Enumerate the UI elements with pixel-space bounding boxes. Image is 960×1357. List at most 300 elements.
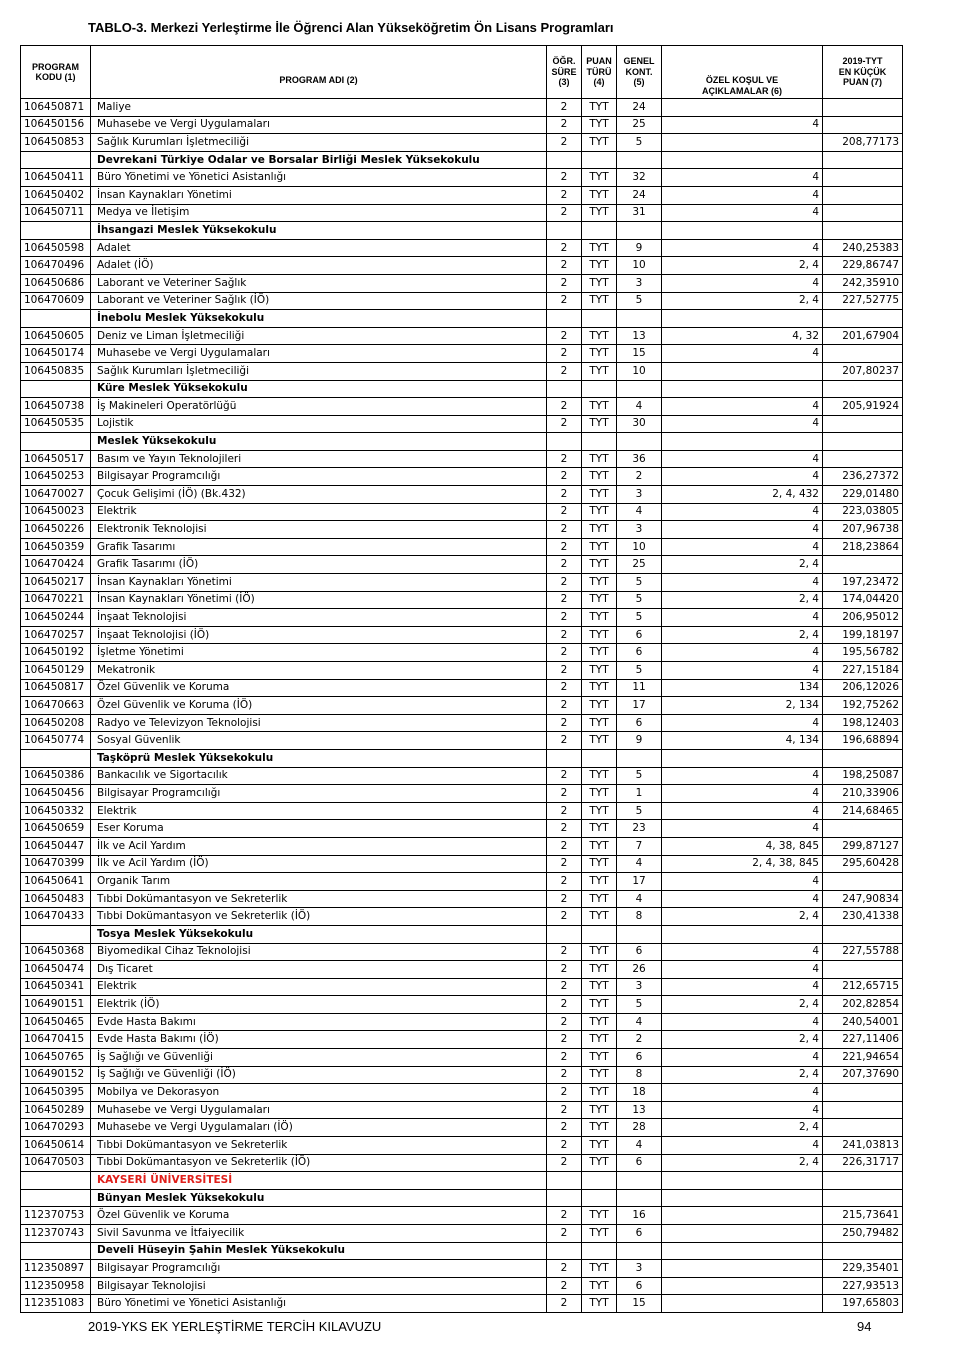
cell-tur: TYT bbox=[582, 1049, 617, 1067]
table-row bbox=[21, 820, 903, 838]
table-row bbox=[21, 890, 903, 908]
cell-puan: 240,54001 bbox=[823, 1013, 903, 1031]
cell-kosul: 4 bbox=[662, 978, 823, 996]
table-row bbox=[21, 978, 903, 996]
cell-code bbox=[21, 151, 91, 169]
cell-kont bbox=[617, 1189, 662, 1207]
cell-puan bbox=[823, 186, 903, 204]
table-row bbox=[21, 1049, 903, 1067]
cell-puan: 227,11406 bbox=[823, 1031, 903, 1049]
cell-sure bbox=[547, 433, 582, 451]
header-special-conditions bbox=[662, 46, 823, 99]
cell-kont: 26 bbox=[617, 961, 662, 979]
cell-tur: TYT bbox=[582, 1119, 617, 1137]
cell-kont bbox=[617, 925, 662, 943]
cell-tur: TYT bbox=[582, 1154, 617, 1172]
cell-kont: 5 bbox=[617, 609, 662, 627]
cell-code: 106450765 bbox=[21, 1049, 91, 1067]
cell-tur: TYT bbox=[582, 99, 617, 117]
cell-code: 112351083 bbox=[21, 1295, 91, 1313]
table-row bbox=[21, 591, 903, 609]
cell-sure: 2 bbox=[547, 450, 582, 468]
cell-kont: 6 bbox=[617, 714, 662, 732]
cell-tur: TYT bbox=[582, 1260, 617, 1278]
cell-kosul bbox=[662, 749, 823, 767]
cell-kosul bbox=[662, 925, 823, 943]
header-line: ÖĞR. bbox=[552, 56, 576, 67]
cell-code: 106450641 bbox=[21, 873, 91, 891]
cell-kont: 5 bbox=[617, 292, 662, 310]
cell-puan: 295,60428 bbox=[823, 855, 903, 873]
cell-code bbox=[21, 1172, 91, 1190]
cell-code: 106450738 bbox=[21, 398, 91, 416]
cell-sure: 2 bbox=[547, 978, 582, 996]
cell-sure: 2 bbox=[547, 169, 582, 187]
cell-name: Maliye bbox=[91, 99, 547, 117]
cell-kont bbox=[617, 1172, 662, 1190]
cell-code: 106450368 bbox=[21, 943, 91, 961]
cell-tur: TYT bbox=[582, 820, 617, 838]
cell-puan: 197,65803 bbox=[823, 1295, 903, 1313]
cell-kosul bbox=[662, 1242, 823, 1260]
cell-tur: TYT bbox=[582, 1295, 617, 1313]
cell-puan: 207,37690 bbox=[823, 1066, 903, 1084]
cell-name: İnşaat Teknolojisi (İÖ) bbox=[91, 626, 547, 644]
cell-kont: 7 bbox=[617, 837, 662, 855]
table-row bbox=[21, 169, 903, 187]
table-row bbox=[21, 574, 903, 592]
cell-sure: 2 bbox=[547, 697, 582, 715]
cell-puan: 201,67904 bbox=[823, 327, 903, 345]
cell-tur: TYT bbox=[582, 644, 617, 662]
school-heading-row bbox=[21, 1242, 903, 1260]
cell-tur: TYT bbox=[582, 802, 617, 820]
cell-tur bbox=[582, 380, 617, 398]
cell-sure: 2 bbox=[547, 591, 582, 609]
cell-name: Radyo ve Televizyon Teknolojisi bbox=[91, 714, 547, 732]
school-heading-row bbox=[21, 151, 903, 169]
cell-sure: 2 bbox=[547, 415, 582, 433]
header-line: (3) bbox=[558, 77, 570, 88]
cell-puan bbox=[823, 169, 903, 187]
header-line: GENEL bbox=[623, 56, 655, 67]
cell-name: Devrekani Türkiye Odalar ve Borsalar Birliği Meslek Yüksekokulu bbox=[91, 151, 547, 169]
cell-name: Elektronik Teknolojisi bbox=[91, 521, 547, 539]
cell-tur: TYT bbox=[582, 978, 617, 996]
cell-kont: 32 bbox=[617, 169, 662, 187]
cell-kont bbox=[617, 151, 662, 169]
cell-tur: TYT bbox=[582, 697, 617, 715]
cell-puan: 196,68894 bbox=[823, 732, 903, 750]
cell-code: 106450359 bbox=[21, 538, 91, 556]
cell-sure: 2 bbox=[547, 99, 582, 117]
cell-kosul: 2, 4 bbox=[662, 1154, 823, 1172]
cell-sure: 2 bbox=[547, 257, 582, 275]
cell-kont bbox=[617, 749, 662, 767]
table-row bbox=[21, 1295, 903, 1313]
cell-sure: 2 bbox=[547, 521, 582, 539]
cell-name: Özel Güvenlik ve Koruma (İÖ) bbox=[91, 697, 547, 715]
cell-tur: TYT bbox=[582, 943, 617, 961]
cell-sure: 2 bbox=[547, 134, 582, 152]
cell-kont: 5 bbox=[617, 574, 662, 592]
cell-code: 106450465 bbox=[21, 1013, 91, 1031]
cell-kosul: 4 bbox=[662, 398, 823, 416]
table-row bbox=[21, 134, 903, 152]
table-row bbox=[21, 521, 903, 539]
cell-kosul: 2, 4 bbox=[662, 1066, 823, 1084]
cell-kosul: 4 bbox=[662, 1013, 823, 1031]
cell-puan: 241,03813 bbox=[823, 1137, 903, 1155]
cell-sure bbox=[547, 1242, 582, 1260]
cell-kosul: 4 bbox=[662, 538, 823, 556]
cell-code: 106450386 bbox=[21, 767, 91, 785]
header-quota bbox=[617, 46, 662, 99]
cell-name: Mobilya ve Dekorasyon bbox=[91, 1084, 547, 1102]
table-row bbox=[21, 186, 903, 204]
header-line: ÖZEL KOŞUL VE bbox=[705, 75, 779, 85]
cell-code: 106450208 bbox=[21, 714, 91, 732]
table-row bbox=[21, 1207, 903, 1225]
cell-code: 106490152 bbox=[21, 1066, 91, 1084]
table-row bbox=[21, 697, 903, 715]
cell-kont: 9 bbox=[617, 239, 662, 257]
header-line: PROGRAM ADI (2) bbox=[279, 74, 358, 85]
cell-puan: 236,27372 bbox=[823, 468, 903, 486]
school-heading-row bbox=[21, 749, 903, 767]
cell-kosul bbox=[662, 151, 823, 169]
cell-kont: 23 bbox=[617, 820, 662, 838]
table-row bbox=[21, 1137, 903, 1155]
header-program-name bbox=[91, 46, 547, 99]
cell-name: Meslek Yüksekokulu bbox=[91, 433, 547, 451]
cell-tur: TYT bbox=[582, 327, 617, 345]
cell-code bbox=[21, 222, 91, 240]
cell-kosul: 2, 4, 432 bbox=[662, 486, 823, 504]
cell-name: Laborant ve Veteriner Sağlık (İÖ) bbox=[91, 292, 547, 310]
cell-puan: 210,33906 bbox=[823, 785, 903, 803]
school-heading-row bbox=[21, 380, 903, 398]
cell-kosul: 4, 38, 845 bbox=[662, 837, 823, 855]
cell-kont bbox=[617, 1242, 662, 1260]
university-heading-row bbox=[21, 1172, 903, 1190]
cell-kosul bbox=[662, 1277, 823, 1295]
cell-tur: TYT bbox=[582, 767, 617, 785]
header-line: SÜRE bbox=[551, 66, 577, 77]
table-row bbox=[21, 855, 903, 873]
cell-puan: 227,52775 bbox=[823, 292, 903, 310]
table-row bbox=[21, 362, 903, 380]
cell-puan: 207,96738 bbox=[823, 521, 903, 539]
cell-tur: TYT bbox=[582, 468, 617, 486]
cell-kosul: 2, 4 bbox=[662, 591, 823, 609]
cell-puan bbox=[823, 1084, 903, 1102]
cell-code: 106450853 bbox=[21, 134, 91, 152]
cell-tur: TYT bbox=[582, 169, 617, 187]
table-row bbox=[21, 961, 903, 979]
cell-code: 106450474 bbox=[21, 961, 91, 979]
cell-tur: TYT bbox=[582, 274, 617, 292]
cell-sure: 2 bbox=[547, 785, 582, 803]
cell-code: 106470257 bbox=[21, 626, 91, 644]
table-row bbox=[21, 1031, 903, 1049]
cell-kont: 10 bbox=[617, 538, 662, 556]
cell-kont: 3 bbox=[617, 978, 662, 996]
cell-kont: 5 bbox=[617, 662, 662, 680]
cell-kosul: 2, 4, 38, 845 bbox=[662, 855, 823, 873]
cell-sure: 2 bbox=[547, 855, 582, 873]
table-row bbox=[21, 99, 903, 117]
cell-sure: 2 bbox=[547, 1154, 582, 1172]
cell-name: Bilgisayar Programcılığı bbox=[91, 1260, 547, 1278]
cell-name: Elektrik bbox=[91, 978, 547, 996]
cell-name: Çocuk Gelişimi (İÖ) (Bk.432) bbox=[91, 486, 547, 504]
cell-kosul: 4 bbox=[662, 802, 823, 820]
cell-kosul: 4 bbox=[662, 239, 823, 257]
cell-name: Elektrik bbox=[91, 503, 547, 521]
cell-kosul: 4 bbox=[662, 169, 823, 187]
cell-sure: 2 bbox=[547, 908, 582, 926]
cell-name: Biyomedikal Cihaz Teknolojisi bbox=[91, 943, 547, 961]
cell-kosul bbox=[662, 1207, 823, 1225]
cell-sure: 2 bbox=[547, 204, 582, 222]
header-score-type bbox=[582, 46, 617, 99]
cell-puan: 230,41338 bbox=[823, 908, 903, 926]
cell-tur bbox=[582, 1172, 617, 1190]
cell-sure: 2 bbox=[547, 1260, 582, 1278]
cell-puan: 192,75262 bbox=[823, 697, 903, 715]
cell-tur: TYT bbox=[582, 873, 617, 891]
table-row bbox=[21, 1260, 903, 1278]
cell-code: 106450605 bbox=[21, 327, 91, 345]
cell-code: 106450192 bbox=[21, 644, 91, 662]
cell-tur bbox=[582, 222, 617, 240]
cell-code: 112350958 bbox=[21, 1277, 91, 1295]
table-row bbox=[21, 609, 903, 627]
cell-code: 112370753 bbox=[21, 1207, 91, 1225]
table-row bbox=[21, 468, 903, 486]
cell-sure: 2 bbox=[547, 873, 582, 891]
header-duration bbox=[547, 46, 582, 99]
cell-sure: 2 bbox=[547, 1084, 582, 1102]
header-program-code bbox=[21, 46, 91, 99]
cell-name: Lojistik bbox=[91, 415, 547, 433]
cell-code: 106470027 bbox=[21, 486, 91, 504]
cell-code: 106450253 bbox=[21, 468, 91, 486]
cell-code bbox=[21, 380, 91, 398]
cell-puan: 227,15184 bbox=[823, 662, 903, 680]
cell-sure: 2 bbox=[547, 820, 582, 838]
cell-tur bbox=[582, 1189, 617, 1207]
cell-sure: 2 bbox=[547, 556, 582, 574]
cell-kont: 1 bbox=[617, 785, 662, 803]
cell-puan: 250,79482 bbox=[823, 1225, 903, 1243]
cell-tur: TYT bbox=[582, 116, 617, 134]
cell-code: 106470663 bbox=[21, 697, 91, 715]
cell-sure bbox=[547, 222, 582, 240]
cell-tur: TYT bbox=[582, 591, 617, 609]
cell-puan bbox=[823, 151, 903, 169]
cell-sure: 2 bbox=[547, 1277, 582, 1295]
cell-kont: 5 bbox=[617, 996, 662, 1014]
cell-sure bbox=[547, 749, 582, 767]
cell-kosul: 4 bbox=[662, 116, 823, 134]
cell-tur: TYT bbox=[582, 1137, 617, 1155]
cell-kosul: 4 bbox=[662, 204, 823, 222]
cell-name: Tıbbi Dokümantasyon ve Sekreterlik bbox=[91, 890, 547, 908]
school-heading-row bbox=[21, 925, 903, 943]
cell-name: Taşköprü Meslek Yüksekokulu bbox=[91, 749, 547, 767]
cell-tur bbox=[582, 310, 617, 328]
cell-tur: TYT bbox=[582, 257, 617, 275]
table-body bbox=[21, 99, 903, 1313]
table-row bbox=[21, 1066, 903, 1084]
cell-puan bbox=[823, 1242, 903, 1260]
cell-tur: TYT bbox=[582, 239, 617, 257]
cell-kont: 6 bbox=[617, 644, 662, 662]
cell-code: 106450871 bbox=[21, 99, 91, 117]
cell-kosul: 4 bbox=[662, 503, 823, 521]
table-row bbox=[21, 257, 903, 275]
cell-tur: TYT bbox=[582, 503, 617, 521]
cell-kont: 6 bbox=[617, 943, 662, 961]
cell-name: Büro Yönetimi ve Yönetici Asistanlığı bbox=[91, 1295, 547, 1313]
cell-kont: 8 bbox=[617, 1066, 662, 1084]
cell-kosul: 4 bbox=[662, 961, 823, 979]
cell-tur bbox=[582, 749, 617, 767]
cell-sure: 2 bbox=[547, 1207, 582, 1225]
cell-sure: 2 bbox=[547, 345, 582, 363]
cell-tur: TYT bbox=[582, 134, 617, 152]
cell-code: 106450174 bbox=[21, 345, 91, 363]
cell-name: Deniz ve Liman İşletmeciliği bbox=[91, 327, 547, 345]
cell-tur: TYT bbox=[582, 785, 617, 803]
cell-puan bbox=[823, 450, 903, 468]
cell-tur: TYT bbox=[582, 996, 617, 1014]
cell-kont: 25 bbox=[617, 556, 662, 574]
table-row bbox=[21, 626, 903, 644]
cell-kont: 10 bbox=[617, 257, 662, 275]
cell-kont: 17 bbox=[617, 697, 662, 715]
header-min-score bbox=[823, 46, 903, 99]
cell-puan: 229,01480 bbox=[823, 486, 903, 504]
cell-kosul: 2, 4 bbox=[662, 292, 823, 310]
cell-name: Evde Hasta Bakımı (İÖ) bbox=[91, 1031, 547, 1049]
header-line: AÇIKLAMALAR (6) bbox=[702, 85, 782, 96]
table-row bbox=[21, 116, 903, 134]
school-heading-row bbox=[21, 433, 903, 451]
cell-code: 106470609 bbox=[21, 292, 91, 310]
cell-code: 106450129 bbox=[21, 662, 91, 680]
table-row bbox=[21, 1013, 903, 1031]
table-row bbox=[21, 1154, 903, 1172]
cell-puan: 221,94654 bbox=[823, 1049, 903, 1067]
cell-name: İş Sağlığı ve Güvenliği (İÖ) bbox=[91, 1066, 547, 1084]
cell-puan: 229,35401 bbox=[823, 1260, 903, 1278]
cell-kont: 5 bbox=[617, 767, 662, 785]
cell-code: 106450711 bbox=[21, 204, 91, 222]
cell-kosul: 4 bbox=[662, 450, 823, 468]
cell-kont: 3 bbox=[617, 521, 662, 539]
cell-tur: TYT bbox=[582, 1084, 617, 1102]
page-title: TABLO-3. Merkezi Yerleştirme İle Öğrenci Alan Yükseköğretim Ön Lisans Programları bbox=[88, 20, 614, 35]
cell-kosul bbox=[662, 1172, 823, 1190]
cell-kosul: 2, 4 bbox=[662, 556, 823, 574]
cell-tur: TYT bbox=[582, 186, 617, 204]
cell-sure: 2 bbox=[547, 644, 582, 662]
cell-puan bbox=[823, 1189, 903, 1207]
cell-code: 106450156 bbox=[21, 116, 91, 134]
cell-kont: 4 bbox=[617, 1013, 662, 1031]
cell-sure: 2 bbox=[547, 468, 582, 486]
cell-code: 106450774 bbox=[21, 732, 91, 750]
cell-name: Grafik Tasarımı bbox=[91, 538, 547, 556]
cell-puan bbox=[823, 1119, 903, 1137]
cell-name: Eser Koruma bbox=[91, 820, 547, 838]
table-row bbox=[21, 292, 903, 310]
cell-kosul: 2, 4 bbox=[662, 1031, 823, 1049]
cell-name: Küre Meslek Yüksekokulu bbox=[91, 380, 547, 398]
cell-code: 106450341 bbox=[21, 978, 91, 996]
table-row bbox=[21, 1277, 903, 1295]
cell-kont: 6 bbox=[617, 1154, 662, 1172]
cell-sure: 2 bbox=[547, 1049, 582, 1067]
cell-tur bbox=[582, 151, 617, 169]
cell-kont: 6 bbox=[617, 1225, 662, 1243]
cell-puan bbox=[823, 1101, 903, 1119]
cell-sure: 2 bbox=[547, 679, 582, 697]
cell-kont: 5 bbox=[617, 802, 662, 820]
cell-name: Muhasebe ve Vergi Uygulamaları bbox=[91, 345, 547, 363]
cell-puan bbox=[823, 556, 903, 574]
page-number: 94 bbox=[857, 1319, 872, 1334]
cell-kont: 2 bbox=[617, 468, 662, 486]
cell-sure bbox=[547, 1172, 582, 1190]
school-heading-row bbox=[21, 1189, 903, 1207]
cell-kont: 5 bbox=[617, 591, 662, 609]
cell-code bbox=[21, 1242, 91, 1260]
table-row bbox=[21, 943, 903, 961]
cell-kosul: 4 bbox=[662, 468, 823, 486]
table-row bbox=[21, 1225, 903, 1243]
cell-name: Sağlık Kurumları İşletmeciliği bbox=[91, 362, 547, 380]
cell-puan: 198,12403 bbox=[823, 714, 903, 732]
cell-code: 106490151 bbox=[21, 996, 91, 1014]
cell-puan: 218,23864 bbox=[823, 538, 903, 556]
cell-kont: 15 bbox=[617, 1295, 662, 1313]
cell-kont: 17 bbox=[617, 873, 662, 891]
cell-sure: 2 bbox=[547, 1066, 582, 1084]
cell-kosul bbox=[662, 362, 823, 380]
cell-kosul: 4 bbox=[662, 943, 823, 961]
cell-tur: TYT bbox=[582, 362, 617, 380]
cell-sure: 2 bbox=[547, 503, 582, 521]
cell-name: Adalet bbox=[91, 239, 547, 257]
cell-code: 106470293 bbox=[21, 1119, 91, 1137]
cell-code bbox=[21, 433, 91, 451]
cell-kosul: 4 bbox=[662, 820, 823, 838]
cell-sure: 2 bbox=[547, 186, 582, 204]
cell-code: 106470496 bbox=[21, 257, 91, 275]
table-row bbox=[21, 767, 903, 785]
cell-code: 106450395 bbox=[21, 1084, 91, 1102]
header-line: 2019-TYT bbox=[842, 56, 883, 67]
cell-sure: 2 bbox=[547, 1031, 582, 1049]
cell-puan: 227,93513 bbox=[823, 1277, 903, 1295]
header-line: (4) bbox=[593, 77, 605, 88]
cell-kosul bbox=[662, 433, 823, 451]
cell-kont: 15 bbox=[617, 345, 662, 363]
